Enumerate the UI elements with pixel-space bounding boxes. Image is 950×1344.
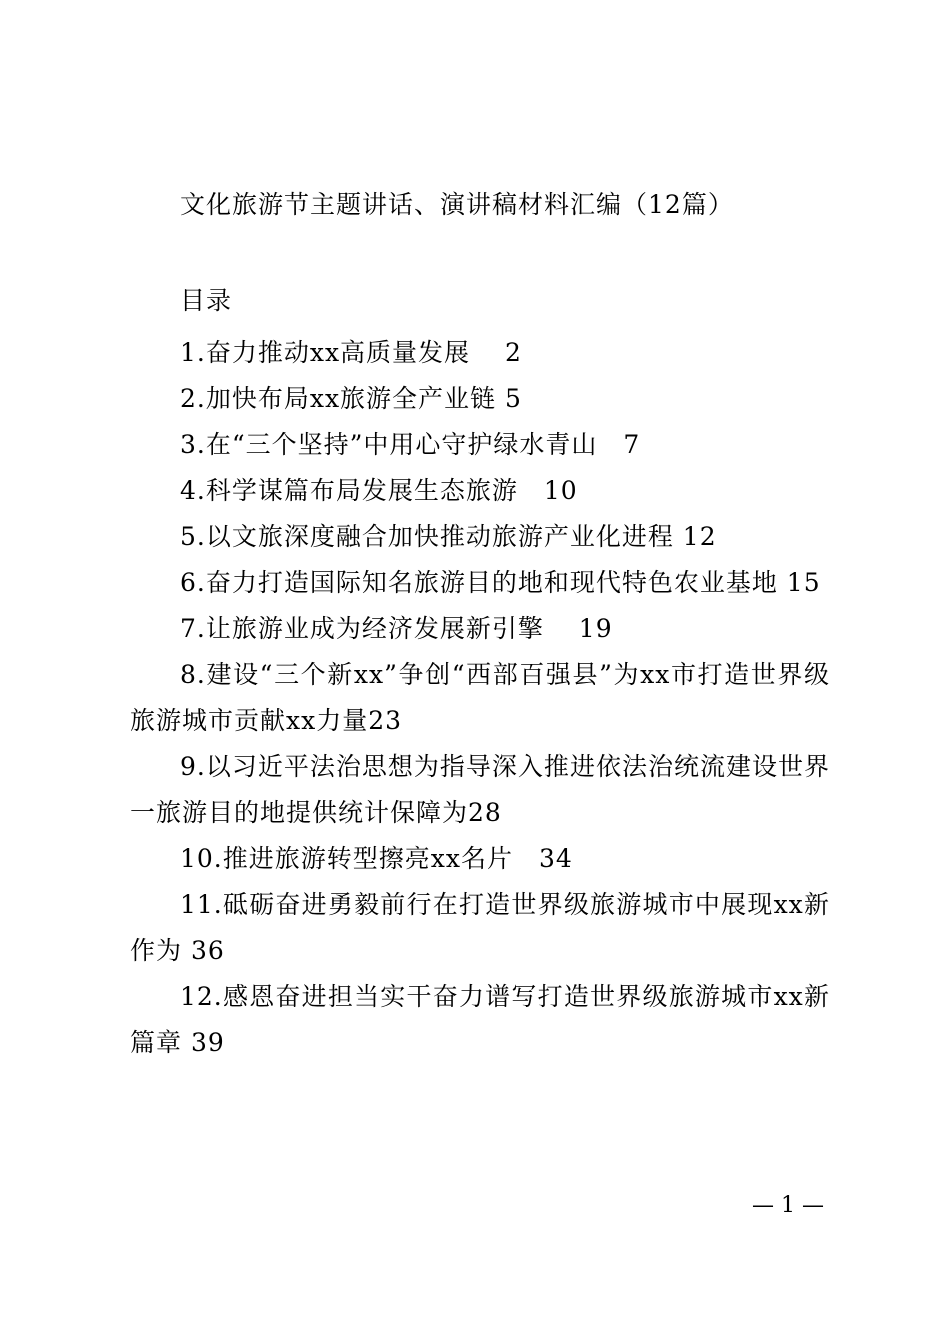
toc-item: 11.砥砺奋进勇毅前行在打造世界级旅游城市中展现xx新作为 36 [130, 890, 830, 965]
toc-item: 12.感恩奋进担当实干奋力谱写打造世界级旅游城市xx新篇章 39 [130, 982, 830, 1057]
toc-item: 2.加快布局xx旅游全产业链 5 [180, 384, 522, 413]
document-title: 文化旅游节主题讲话、演讲稿材料汇编（12篇） [180, 190, 734, 219]
toc-item: 5.以文旅深度融合加快推动旅游产业化进程 12 [180, 522, 717, 551]
toc-item: 8.建设“三个新xx”争创“西部百强县”为xx市打造世界级旅游城市贡献xx力量23 [130, 660, 830, 735]
page-number: — 1 — [752, 1193, 824, 1218]
toc-item: 6.奋力打造国际知名旅游目的地和现代特色农业基地 15 [180, 568, 821, 597]
toc-item: 1.奋力推动xx高质量发展 2 [180, 338, 522, 367]
toc-item: 3.在“三个坚持”中用心守护绿水青山 7 [180, 430, 641, 459]
toc-item: 10.推进旅游转型擦亮xx名片 34 [180, 844, 573, 873]
toc-heading: 目录 [180, 286, 233, 315]
toc-item: 9.以习近平法治思想为指导深入推进依法治统流建设世界一旅游目的地提供统计保障为28 [130, 752, 830, 827]
toc-item: 4.科学谋篇布局发展生态旅游 10 [180, 476, 578, 505]
toc-item: 7.让旅游业成为经济发展新引擎 19 [180, 614, 613, 643]
table-of-contents [130, 330, 830, 1066]
